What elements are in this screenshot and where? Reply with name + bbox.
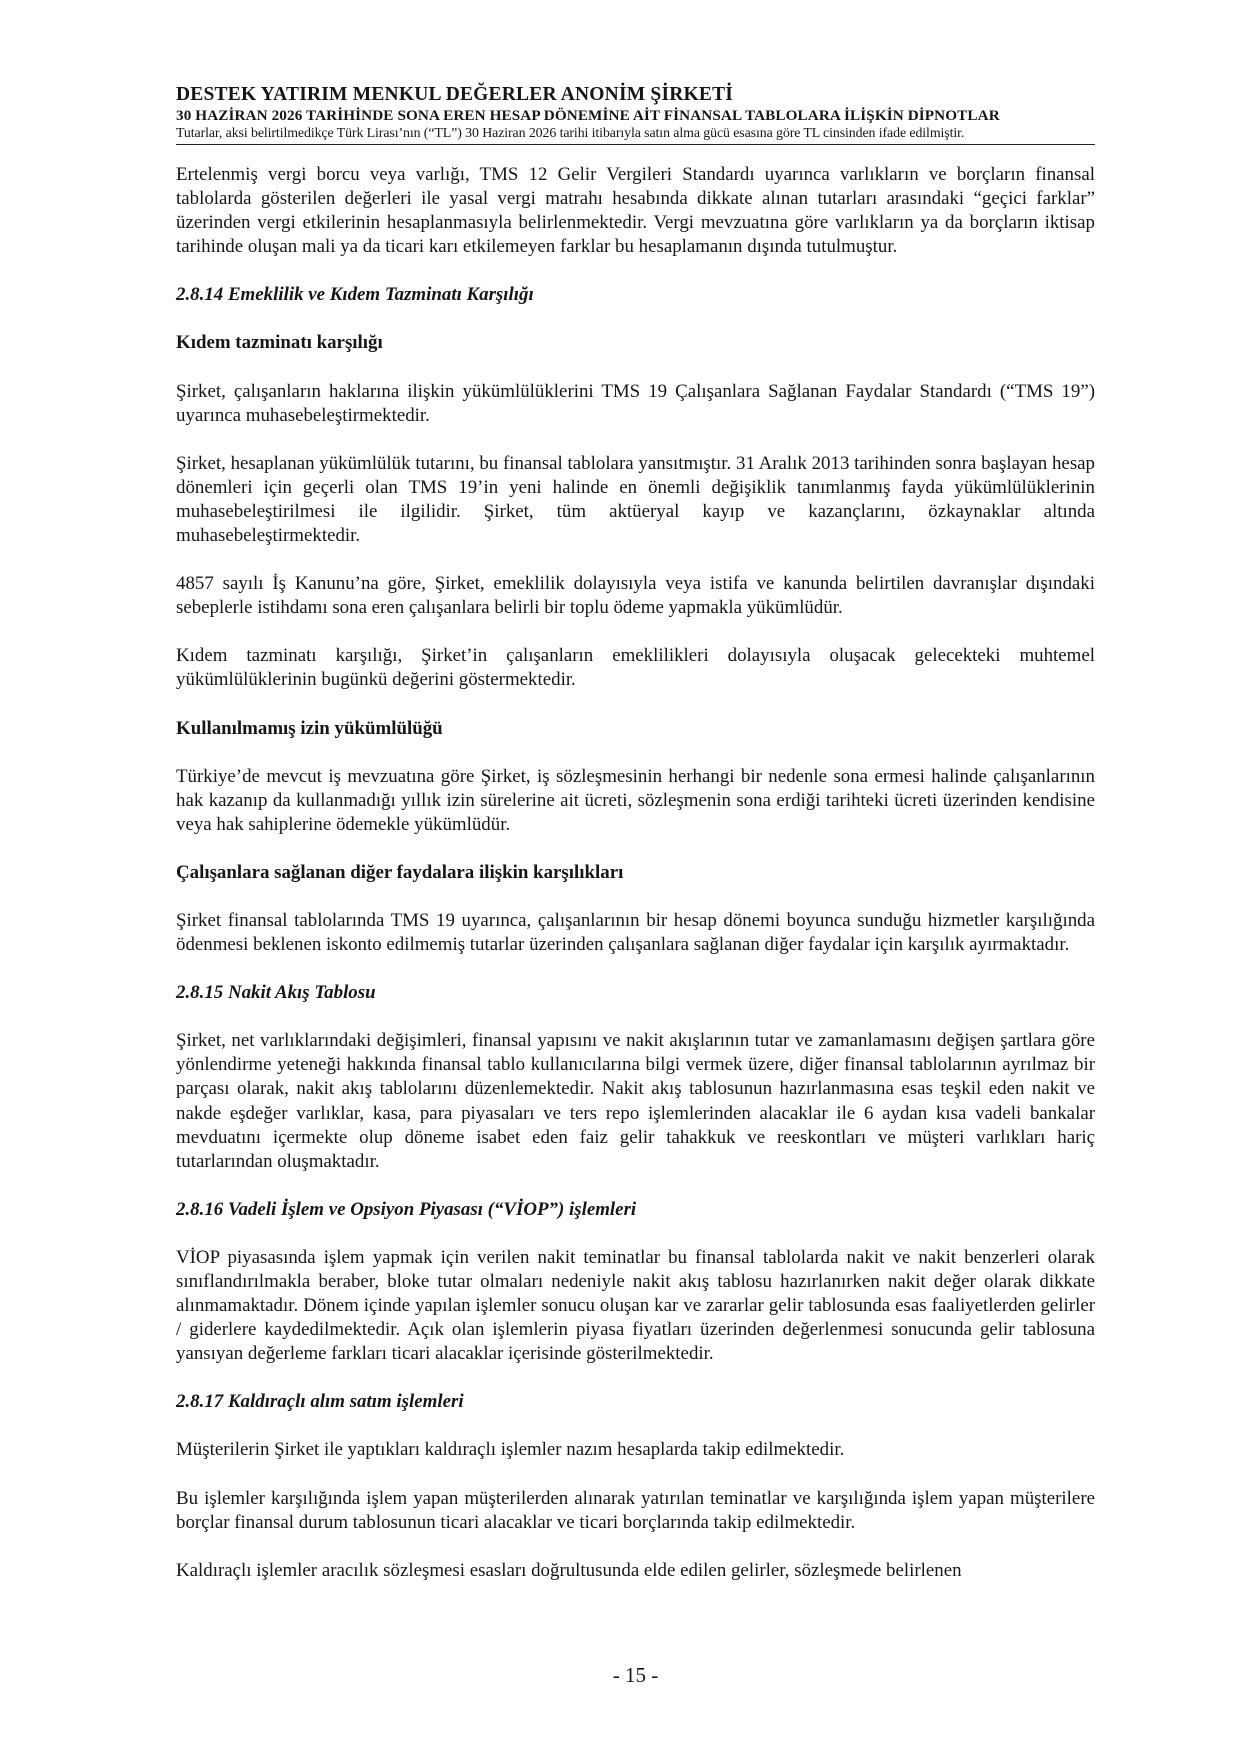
document-page <box>176 84 1095 1724</box>
intro-paragraph: Ertelenmiş vergi borcu veya varlığı, TMS 12 Gelir Vergileri Standardı uyarınca varlıkların ve borçların finansal tablolarda gösterilen değerleri ile yasal vergi matrahı hesabında dikkate alınan tutarları arasındaki “geçici farklar” üzerinden vergi etkilerinin hesaplanmasıyla belirlenmektedir. Vergi mevzuatına göre varlıkların ya da borçların iktisap tarihinde oluşan mali ya da ticari karı etkilemeyen farklar bu hesaplamanın dışında tutulmuştur. <box>176 164 1095 258</box>
section-heading: 2.8.16 Vadeli İşlem ve Opsiyon Piyasası (“VİOP”) işlemleri <box>176 1198 637 1220</box>
period-title: 30 HAZİRAN 2026 TARİHİNDE SONA EREN HESAP DÖNEMİNE AİT FİNANSAL TABLOLARA İLİŞKİN DİPNOTLAR <box>176 107 1000 124</box>
paragraph: Kıdem tazminatı karşılığı, Şirket’in çalışanların emeklilikleri dolayısıyla oluşacak gelecekteki muhtemel yükümlülüklerinin bugünkü değerini göstermektedir. <box>176 645 1095 691</box>
paragraph: Kaldıraçlı işlemler aracılık sözleşmesi esasları doğrultusunda elde edilen gelirler, sözleşmede belirlenen <box>176 1559 962 1581</box>
currency-note: Tutarlar, aksi belirtilmedikçe Türk Lirası’nın (“TL”) 30 Haziran 2026 tarihi itibarıyla satın alma gücü esasına göre TL cinsinden ifade edilmiştir. <box>176 126 965 141</box>
page-number: - 15 - <box>612 1663 659 1687</box>
section-heading: 2.8.14 Emeklilik ve Kıdem Tazminatı Karşılığı <box>176 284 534 306</box>
sub-heading: Çalışanlara sağlanan diğer faydalara ilişkin karşılıkları <box>176 861 624 883</box>
paragraph: Şirket, çalışanların haklarına ilişkin yükümlülüklerini TMS 19 Çalışanlara Sağlanan Faydalar Standardı (“TMS 19”) uyarınca muhasebeleştirmektedir. <box>176 380 1095 426</box>
paragraph: 4857 sayılı İş Kanunu’na göre, Şirket, emeklilik dolayısıyla veya istifa ve kanunda belirtilen davranışlar dışındaki sebeplerle istihdamı sona eren çalışanlara belirli bir toplu ödeme yapmakla yükümlüdür. <box>176 573 1095 619</box>
sub-heading: Kıdem tazminatı karşılığı <box>176 332 383 354</box>
section-heading: 2.8.17 Kaldıraçlı alım satım işlemleri <box>176 1391 464 1413</box>
paragraph: Türkiye’de mevcut iş mevzuatına göre Şirket, iş sözleşmesinin herhangi bir nedenle sona ermesi halinde çalışanlarının hak kazanıp da kullanmadığı yıllık izin sürelerine ait ücreti, sözleşmenin sona erdiği tarihteki ücreti üzerinden kendisine veya hak sahiplerine ödemekle yükümlüdür. <box>176 765 1095 835</box>
paragraph: Şirket, hesaplanan yükümlülük tutarını, bu finansal tablolara yansıtmıştır. 31 Aralık 2013 tarihinden sonra başlayan hesap dönemleri için geçerli olan TMS 19’in yeni halinde en önemli değişiklik tanımlanmış fayda yükümlülüklerinin muhasebeleştirilmesi ile ilgilidir. Şirket, tüm aktüeryal kayıp ve kazançlarını, özkaynaklar altında muhasebeleştirmektedir. <box>176 452 1095 547</box>
paragraph: Şirket, net varlıklarındaki değişimleri, finansal yapısını ve nakit akışlarının tutar ve zamanlamasını değişen şartlara göre yönlendirme yeteneği hakkında finansal tablo kullanıcılarına bilgi vermek üzere, diğer finansal tablolarının ayrılmaz bir parçası olarak, nakit akış tablolarını düzenlemektedir. Nakit akış tablosunun hazırlanmasına esas teşkil eden nakit ve nakde eşdeğer varlıklar, kasa, para piyasaları ve ters repo işlemlerinden alacaklar ile 6 aydan kısa vadeli bankalar mevduatını içermekte olup döneme isabet eden faiz gelir tahakkuk ve reeskontları ve müşteri varlıkları hariç tutarlarından oluşmaktadır. <box>176 1030 1095 1172</box>
paragraph: Şirket finansal tablolarında TMS 19 uyarınca, çalışanlarının bir hesap dönemi boyunca sunduğu hizmetler karşılığında ödenmesi beklenen iskonto edilmemiş tutarlar üzerinden çalışanlara sağlanan diğer faydalar için karşılık ayırmaktadır. <box>176 909 1095 956</box>
paragraph: Bu işlemler karşılığında işlem yapan müşterilerden alınarak yatırılan teminatlar ve karşılığında işlem yapan müşterilere borçlar finansal durum tablosunun ticari alacaklar ve ticari borçlarında takip edilmektedir. <box>176 1487 1095 1533</box>
document-body <box>176 163 1095 1583</box>
document-header <box>176 84 1095 145</box>
section-heading: 2.8.15 Nakit Akış Tablosu <box>176 982 376 1004</box>
paragraph: Müşterilerin Şirket ile yaptıkları kaldıraçlı işlemler nazım hesaplarda takip edilmektedir. <box>176 1439 845 1461</box>
company-name: DESTEK YATIRIM MENKUL DEĞERLER ANONİM ŞİRKETİ <box>176 84 734 105</box>
sub-heading: Kullanılmamış izin yükümlülüğü <box>176 717 443 739</box>
paragraph: VİOP piyasasında işlem yapmak için verilen nakit teminatlar bu finansal tablolarda nakit ve nakit benzerleri olarak sınıflandırılmakla beraber, bloke tutar olmaları nedeniyle nakit akış tablosu hazırlanırken nakit değer olarak dikkate alınmamaktadır. Dönem içinde yapılan işlemler sonucu oluşan kar ve zararlar gelir tablosunda esas faaliyetlerden gelirler / giderlere kaydedilmektedir. Açık olan işlemlerin piyasa fiyatları üzerinden değerlenmesi sonucunda gelir tablosuna yansıyan değerleme farkları ticari alacaklar içerisinde gösterilmektedir. <box>176 1246 1095 1365</box>
